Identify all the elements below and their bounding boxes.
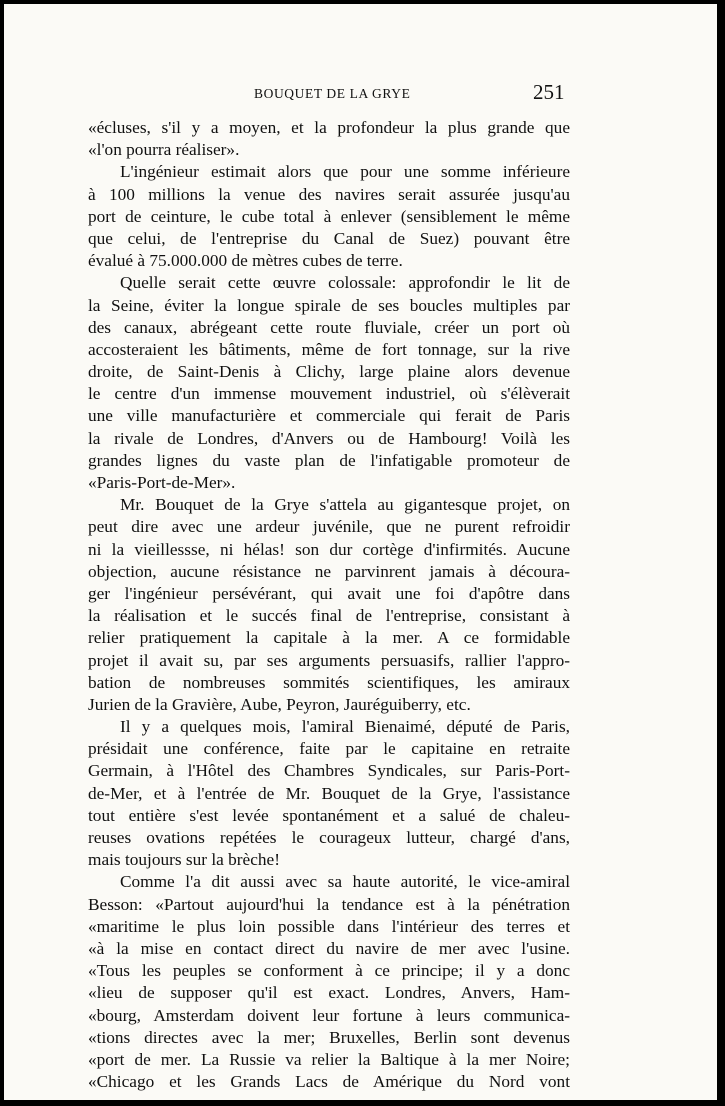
text-line: Quelle serait cette œuvre colossale: approfondir le lit de [120,273,570,293]
text-line: le centre d'un immense mouvement industriel, où s'élèverait [88,384,570,404]
text-line: grandes lignes du vaste plan de l'infatigable promoteur de [88,450,570,470]
text-line: peut dire avec une ardeur juvénile, que ne purent refroidir [88,517,570,537]
text-line: des canaux, abrégeant cette route fluviale, créer un port où [88,317,570,337]
text-line: «port de mer. La Russie va relier la Baltique à la mer Noire; [88,1049,570,1069]
text-line: «Paris-Port-de-Mer». [88,473,236,492]
text-line: bation de nombreuses sommités scientifiques, les amiraux [88,672,570,692]
text-line: ger l'ingénieur persévérant, qui avait une foi d'apôtre dans [88,583,570,603]
text-line: «lieu de supposer qu'il est exact. Londres, Anvers, Ham- [88,983,570,1003]
text-line: présidait une conférence, faite par le capitaine en retraite [88,739,570,759]
text-line: de-Mer, et à l'entrée de Mr. Bouquet de la Grye, l'assistance [88,783,570,803]
text-line: Comme l'a dit aussi avec sa haute autorité, le vice-amiral [120,872,570,892]
text-line: une ville manufacturière et commerciale qui ferait de Paris [88,406,570,426]
text-line: ni la vieillessse, ni hélas! son dur cortège d'infirmités. Aucune [88,539,570,559]
text-line: port de ceinture, le cube total à enlever (sensiblement le même [88,206,570,226]
text-line: évalué à 75.000.000 de mètres cubes de terre. [88,251,403,271]
page-header [4,80,717,106]
text-line: tout entière s'est levée spontanément et a salué de chaleu- [88,805,570,825]
text-line: que celui, de l'entreprise du Canal de Suez) pouvant être [88,228,570,248]
text-line: Germain, à l'Hôtel des Chambres Syndicales, sur Paris-Port- [88,761,570,781]
text-line: L'ingénieur estimait alors que pour une somme inférieure [120,162,570,182]
text-line: «Tous les peuples se conforment à ce principe; il y a donc [88,961,570,981]
book-page [4,4,719,1100]
text-line: «à la mise en contact direct du navire de mer avec l'usine. [88,938,570,958]
text-line: Mr. Bouquet de la Grye s'attela au gigantesque projet, on [120,495,570,515]
text-line: à 100 millions la venue des navires serait assurée jusqu'au [88,184,570,204]
text-line: Jurien de la Gravière, Aube, Peyron, Jauréguiberry, etc. [88,694,471,714]
text-line: droite, de Saint-Denis à Clichy, large plaine alors devenue [88,362,570,382]
body-text [88,117,570,1093]
text-line: mais toujours sur la brèche! [88,850,280,870]
text-line: «tions directes avec la mer; Bruxelles, Berlin sont devenus [88,1027,570,1047]
text-line: Il y a quelques mois, l'amiral Bienaimé, député de Paris, [120,717,570,737]
text-line: «maritime le plus loin possible dans l'intérieur des terres et [88,916,570,936]
running-title: BOUQUET DE LA GRYE [254,86,411,101]
text-line: Besson: «Partout aujourd'hui la tendance est à la pénétration [88,894,570,914]
page-number: 251 [533,80,565,104]
text-line: «Chicago et les Grands Lacs de Amérique du Nord vont [88,1072,570,1092]
text-line: accosteraient les bâtiments, même de fort tonnage, sur la rive [88,339,570,359]
text-line: «l'on pourra réaliser». [88,140,240,160]
text-line: la réalisation et le succés final de l'entreprise, consistant à [88,606,570,626]
text-line: objection, aucune résistance ne parvinrent jamais à découra- [88,561,570,581]
text-line: «bourg, Amsterdam doivent leur fortune à leurs communica- [88,1005,570,1025]
text-line: la Seine, éviter la longue spirale de ses boucles multiples par [88,295,570,315]
text-line: la rivale de Londres, d'Anvers ou de Hambourg! Voilà les [88,428,570,448]
text-line: projet il avait su, par ses arguments persuasifs, rallier l'appro- [88,650,570,670]
text-line: reuses ovations repétées le courageux lutteur, chargé d'ans, [88,828,570,847]
text-line: «écluses, s'il y a moyen, et la profondeur la plus grande que [88,118,570,137]
text-line: relier pratiquement la capitale à la mer. A ce formidable [88,628,570,648]
